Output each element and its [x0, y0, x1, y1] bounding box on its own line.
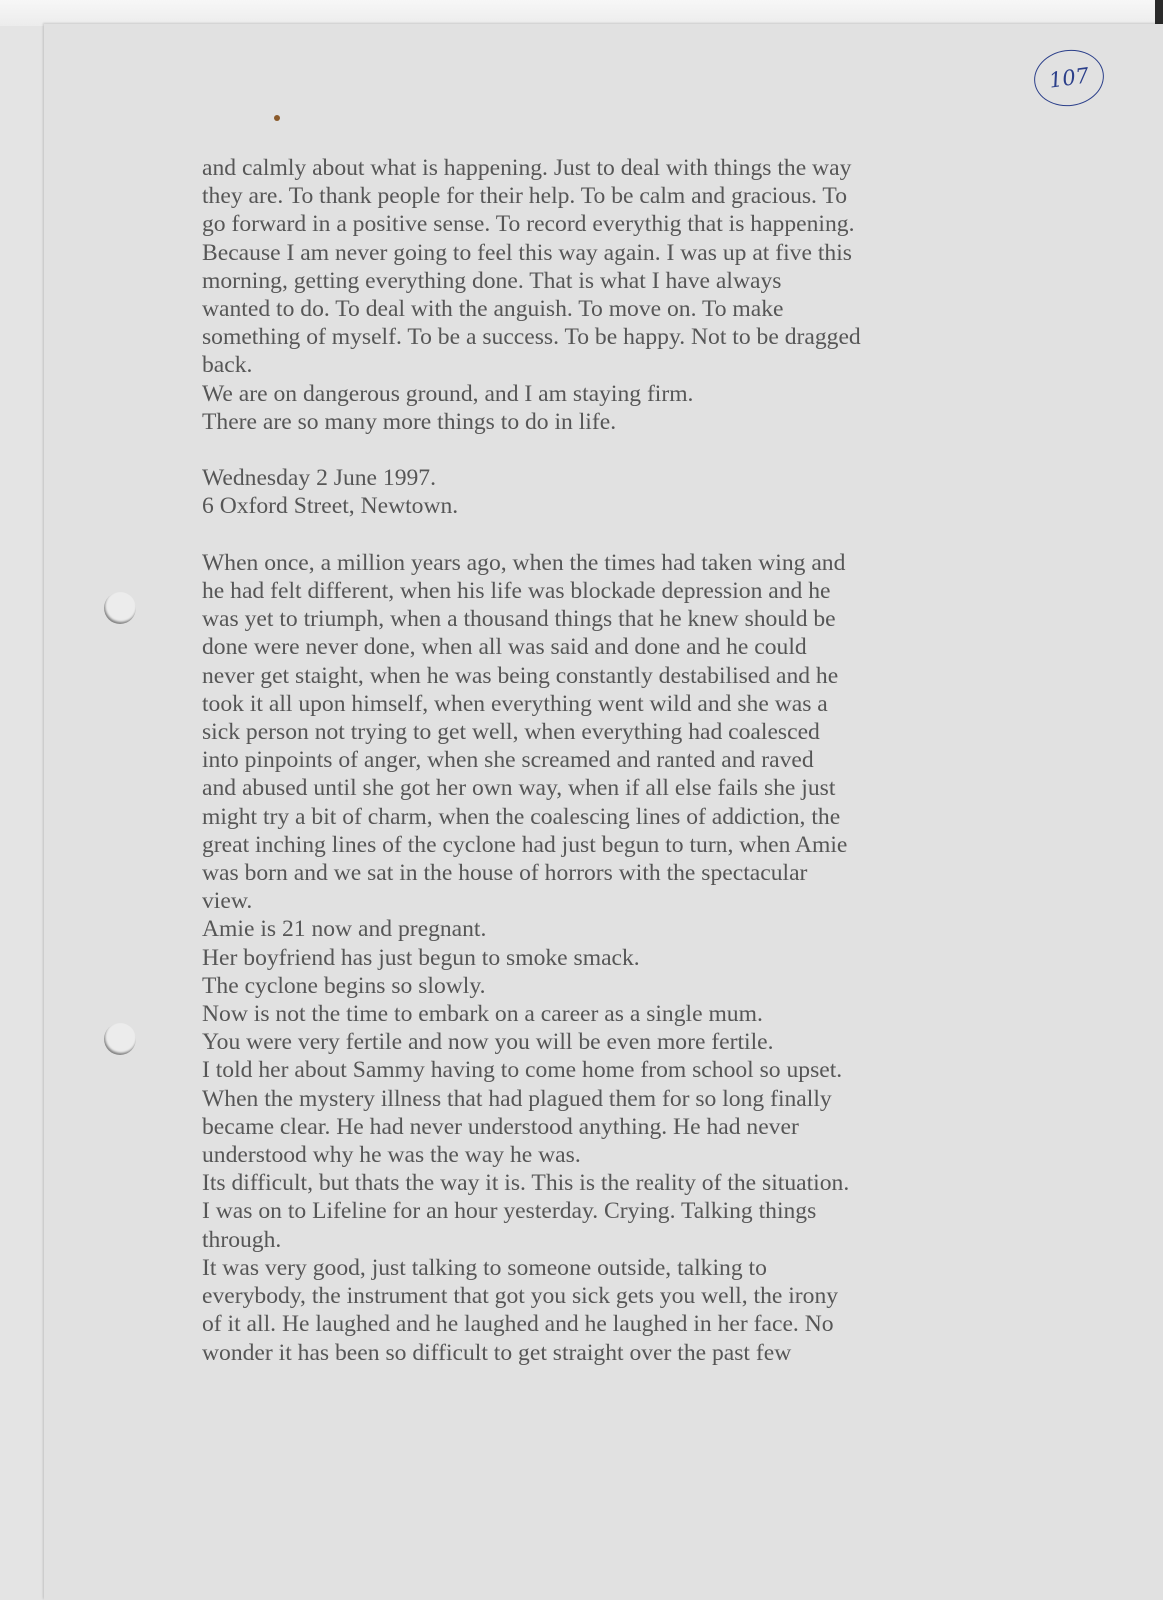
text-line: Now is not the time to embark on a career as a single mum.: [202, 1001, 763, 1028]
text-line: never get staight, when he was being constantly destabilised and he: [202, 662, 839, 689]
text-line: When once, a million years ago, when the times had taken wing and: [202, 549, 846, 576]
text-line: they are. To thank people for their help. To be calm and gracious. To: [202, 183, 847, 210]
text-line: Her boyfriend has just begun to smoke smack.: [202, 944, 640, 971]
text-line: through.: [202, 1226, 282, 1253]
text-line: sick person not trying to get well, when everything had coalesced: [202, 719, 820, 746]
scanner-corner-mark: [1155, 0, 1163, 26]
page-number-text: 107: [1047, 63, 1091, 93]
text-line: view.: [202, 888, 253, 915]
text-line: took it all upon himself, when everything went wild and she was a: [202, 690, 828, 717]
entry-address: 6 Oxford Street, Newtown.: [202, 493, 459, 520]
scanner-edge: [0, 0, 1163, 26]
blank-line: [202, 436, 1042, 464]
text-line: might try a bit of charm, when the coalescing lines of addiction, the: [202, 803, 841, 830]
ink-dot: [274, 115, 280, 121]
text-line: Its difficult, but thats the way it is. This is the reality of the situation.: [202, 1170, 850, 1197]
text-line: done were never done, when all was said and done and he could: [202, 634, 807, 661]
text-line: understood why he was the way he was.: [202, 1142, 581, 1169]
text-line: everybody, the instrument that got you sick gets you well, the irony: [202, 1283, 839, 1310]
text-line: something of myself. To be a success. To be happy. Not to be dragged: [202, 324, 861, 351]
text-line: There are so many more things to do in life.: [202, 408, 617, 435]
text-line: Because I am never going to feel this way again. I was up at five this: [202, 239, 852, 266]
text-line: morning, getting everything done. That is what I have always: [202, 267, 782, 294]
entry-date: Wednesday 2 June 1997.: [202, 465, 436, 492]
text-line: great inching lines of the cyclone had just begun to turn, when Amie: [202, 831, 848, 858]
text-line: into pinpoints of anger, when she screamed and ranted and raved: [202, 747, 814, 774]
entry-heading: [202, 464, 1042, 520]
text-line: back.: [202, 352, 253, 379]
text-line: wanted to do. To deal with the anguish. To move on. To make: [202, 296, 784, 323]
text-line: of it all. He laughed and he laughed and he laughed in her face. No: [202, 1311, 834, 1338]
text-line: I was on to Lifeline for an hour yesterday. Crying. Talking things: [202, 1198, 817, 1225]
entry-body: [202, 549, 1042, 1367]
text-line: go forward in a positive sense. To record everythig that is happening.: [202, 211, 855, 238]
text-line: he had felt different, when his life was blockade depression and he: [202, 578, 831, 605]
text-line: became clear. He had never understood anything. He had never: [202, 1113, 799, 1140]
blank-line: [202, 521, 1042, 549]
punch-hole-bottom: [104, 1023, 136, 1055]
diary-text: [202, 154, 1042, 1367]
text-line: It was very good, just talking to someone outside, talking to: [202, 1254, 767, 1281]
text-line: was born and we sat in the house of horrors with the spectacular: [202, 860, 808, 887]
text-line: was yet to triumph, when a thousand things that he knew should be: [202, 606, 836, 633]
text-line: Amie is 21 now and pregnant.: [202, 916, 487, 943]
text-line: wonder it has been so difficult to get straight over the past few: [202, 1339, 792, 1366]
punch-hole-top: [104, 592, 136, 624]
text-line: When the mystery illness that had plagued them for so long finally: [202, 1085, 832, 1112]
paragraph-continued: [202, 154, 1042, 436]
text-line: and abused until she got her own way, when if all else fails she just: [202, 775, 836, 802]
text-line: The cyclone begins so slowly.: [202, 972, 486, 999]
text-line: You were very fertile and now you will be even more fertile.: [202, 1029, 774, 1056]
text-line: I told her about Sammy having to come home from school so upset.: [202, 1057, 843, 1084]
text-line: and calmly about what is happening. Just to deal with things the way: [202, 155, 852, 181]
text-line: We are on dangerous ground, and I am staying firm.: [202, 380, 694, 407]
